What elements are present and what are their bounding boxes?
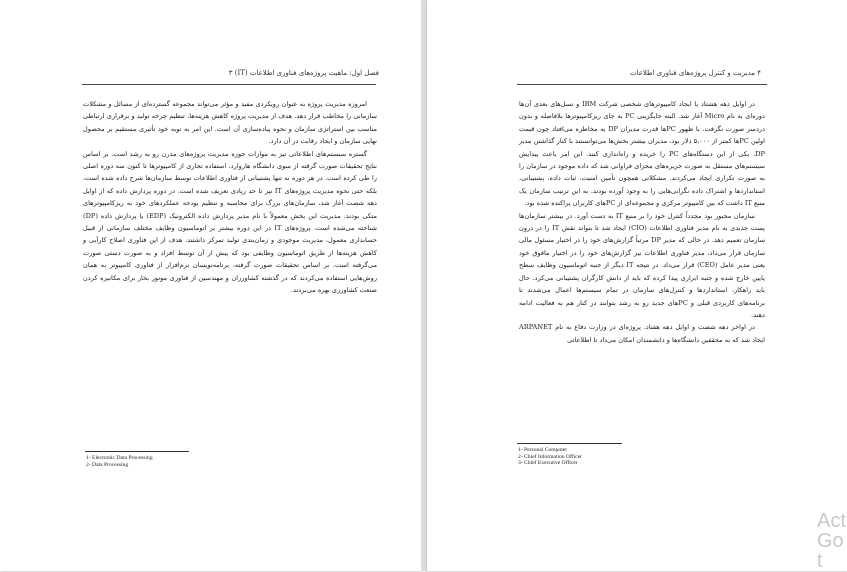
- left-footnote-rule: [85, 451, 189, 452]
- activation-line-2: Go t: [817, 530, 844, 572]
- right-page: [427, 0, 847, 571]
- right-paragraph-1: در اوایل دهه هشتاد با ایجاد کامپیوترهای شخصی شرکت IBM و نسل‌های بعدی آن‌ها دوره‌ای به نام Micro آغاز شد. البته جایگزینی PC به جای ریزکامپیوترها بلافاصله و بدون دردسر صورت نگرفت. با ظهور PCها قدرت مدیران DP به مخاطره می‌افتاد چون قیمت اولین PCها کمتر از ۵،۰۰۰ دلار بود، مدیران بیشتر بخش‌ها می‌توانستند با کنار گذاشتن مدیر DP، یکی از این دستگاه‌های PC را خریده و راه‌اندازی کنند. این امر باعث پیدایش سیستم‌های مستقل به صورت جزیره‌های مجزای فراوانی شد که داده موجود در سازمان را به صورت تکراری ایجاد می‌کردند. مشکلاتی همچون تأمین امنیت، ثبات داده، پشتیبانی، استانداردها و اشتراک داده نگرانی‌هایی را به وجود آورده بودند. به این ترتیب سازمان یک منبع IT داشت که بین کامپیوتر مرکزی و مجموعه‌ای از PCهای کاربران پراکنده شده بود.: [519, 100, 765, 208]
- footnote: 3- Chief Executive Officer: [518, 460, 578, 467]
- right-paragraph-3: در اواخر دهه شصت و اوایل دهه هفتاد، پروژه‌ای در وزارت دفاع به نام ARPANET ایجاد شد که به محققین دانشگاه‌ها و دانشمندان امکان می‌داد تا اطلاعاتی: [519, 323, 765, 344]
- left-page-body: [83, 98, 377, 297]
- left-header-rule: [82, 84, 376, 85]
- left-paragraph-1: امروزه مدیریت پروژه به عنوان رویکردی مفید و مؤثر می‌تواند مجموعه گسترده‌ای از مسائل و مشکلات سازمانی را مخاطب قرار دهد. هدف از مدیریت پروژه کاهش هزینه‌ها، تنظیم چرخه تولید و برقراری ارتباطی مناسب بین استراتژی سازمان و نحوه پیاده‌سازی آن است. این امر به نوبه خود تأثیری مستقیم بر محصول نهایی سازمان و ایجاد رقابت در آن دارد.: [83, 100, 377, 146]
- footnote: 2- Data Processing: [86, 461, 129, 468]
- footnote: 1- Personal Computer: [518, 447, 568, 453]
- right-header-rule: [517, 84, 767, 85]
- activation-line-1: Act: [817, 510, 846, 532]
- right-page-body: [519, 98, 765, 346]
- right-footnote-rule: [517, 443, 622, 444]
- left-page-header: فصل اول: ماهیت پروژه‌های فناوری اطلاعات (IT) ۳: [228, 69, 379, 77]
- left-page: [0, 0, 421, 571]
- left-footnotes: [86, 455, 153, 468]
- footnote: 2- Chief Information Officer: [518, 453, 583, 460]
- footnote: 1- Electronic Data Processing: [86, 455, 153, 461]
- right-paragraph-2: سازمان مجبور بود مجدداً کنترل خود را بر منبع IT به دست آورد. در بیشتر سازمان‌ها پست جدیدی به نام مدیر فناوری اطلاعات (CIO) ایجاد شد تا بتواند نقش IT را در درون سازمان تعمیم دهد. در حالی که مدیر DP مرتباً گزارش‌های خود را در اختیار مسئول مالی سازمان قرار می‌داد، مدیر فناوری اطلاعات نیز گزارش‌های خود را در اختیار مافوق خود یعنی مدیر عامل (CEO) قرار می‌داد. در نتیجه IT دیگر از جنبه اتوماسیون وظایف سطح پایین خارج شده و جنبه ابزاری پیدا کرده که باید از دانش کارگران پشتیبانی می‌کرد. حال باید راهکار، استانداردها و کنترل‌های سازمان در تمام سیستم‌ها اعمال می‌شدند تا برنامه‌های کاربردی قبلی و PCهای جدید رو به رشد بتوانند در کنار هم به فعالیت ادامه دهند.: [519, 211, 765, 319]
- right-footnotes: [518, 447, 582, 467]
- windows-activation-watermark: [817, 511, 847, 571]
- left-paragraph-2: گستره سیستم‌های اطلاعاتی نیز به موازات حوزه مدیریت پروژه‌های مدرن رو به رشد است. بر اساس نتایج تحقیقات صورت گرفته از سوی دانشگاه هاروارد، استفاده تجاری از کامپیوترها تا کنون سه دوره اصلی را طی کرده است. در هر دوره نه تنها پشتیبانی از فناوری اطلاعات توسط سازمان‌ها شرح داده شده است، بلکه حتی نحوه مدیریت پروژه‌های IT نیز تا حد زیادی تعریف شده است. در دوره پردازش داده که از اوایل دهه شصت آغاز شد، سازمان‌های بزرگ برای محاسبه و تنظیم بودجه عملکردهای خود به ریزکامپیوترهای متکی بودند. مدیریت این بخش معمولاً با نام مدیر پردازش داده الکترونیک (EDP) یا پردازش داده (DP) شناخته می‌شده است. پروژه‌های IT در این دوره بیشتر بر اتوماسیون وظایف مختلف سازمانی از قبیل حسابداری معمول، مدیریت موجودی و زمان‌بندی تولید تمرکز داشتند. هدف از این فناوری اصلاح کارآیی و کاهش هزینه‌ها از طریق اتوماسیون وظایفی بود که پیش از آن توسط افراد و به صورت دستی صورت می‌گرفته است. بر اساس تحقیقات صورت گرفته، برنامه‌نویسان نرم‌افزار از فناوری کامپیوتر به همان روش‌هایی استفاده می‌کردند که در گذشته کشاورزان و مهندسین از فناوری موتور بخار برای مکانیزه کردن صنعت کشاورزی بهره می‌بردند.: [83, 149, 377, 295]
- right-page-header: ۴ مدیریت و کنترل پروژه‌های فناوری اطلاعات: [629, 69, 761, 77]
